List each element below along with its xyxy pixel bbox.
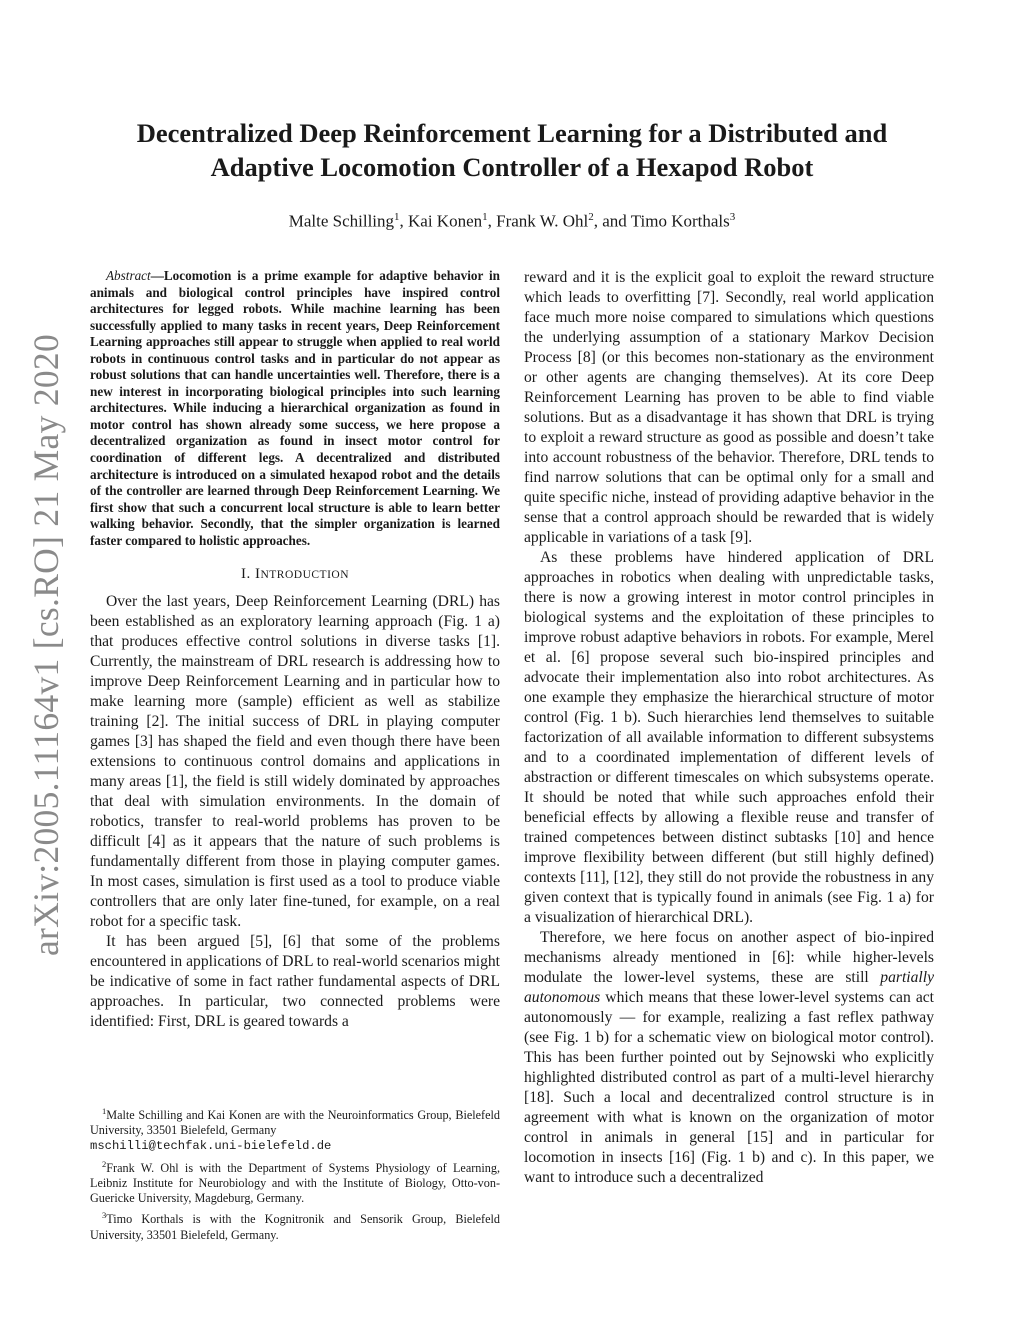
emphasis-text: partially autonomous — [524, 969, 934, 1006]
author-affiliation: 1 — [394, 211, 400, 223]
right-paragraph-1: reward and it is the explicit goal to exploit the reward structure which leads to overfitting [7]. Secondly, real world application face much more noise compared to simulations which questions the underlying assumption of a stationary Markov Decision Process [8] (or this becomes non-stationary as the environment or other agents are changing themselves). At its core Deep Reinforcement Learning has proven to be able to find viable solutions. But as a disadvantage it has shown that DRL is trying to exploit a reward structure as good as possible and doesn’t take into account robustness of the behavior. Therefore, DRL tends to find narrow solutions that can be optimal only for a small and quite specific niche, instead of providing adaptive behavior in the sense that a control approach should be rewarded that is widely applicable in variations of a task [9]. — [524, 269, 934, 546]
author-name: Malte Schilling — [288, 211, 395, 231]
abstract-text: Locomotion is a prime example for adaptive behavior in animals and biological control principles have inspired control architectures for legged robots. While machine learning has been successfully applied to many tasks in recent years, Deep Reinforcement Learning approaches still appear to struggle when applied to real world robots in continuous control tasks and in particular do not appear as robust solutions that can handle uncertainties well. Therefore, there is a new interest in incorporating biological principles into such learning architectures. While inducing a hierarchical organization as found in motor control has shown already some success, we here propose a decentralized organization as found in insect motor control for coordination of different legs. A decentralized and distributed architecture is introduced on a simulated hexapod robot and the details of the controller are learned through Deep Reinforcement Learning. We first show that such a concurrent local structure is able to learn better walking behavior. Secondly, that the simpler organization is learned faster compared to holistic approaches. — [90, 268, 500, 548]
author-name: Timo Korthals — [630, 211, 730, 231]
left-column — [90, 268, 500, 1032]
footnote-1: $^1$Malte Schilling and Kai Konen are with the Neuroinformatics Group, Bielefeld University, 33501 Bielefeld, Germany mschilli@techfak.uni-bielefeld.de — [90, 1106, 500, 1154]
right-paragraph-2: As these problems have hindered application of DRL approaches in robotics when dealing with unpredictable tasks, there is now a growing interest in motor control principles in biological systems and the exploitation of these principles to improve robust adaptive behaviors in robots. For example, Merel et al. [6] propose several such bio-inspired principles and advocate their implementation also into robot architectures. As one example they emphasize the hierarchical structure of motor control (Fig. 1 b). Such hierarchies lend themselves to suitable factorization of all available information to different subsystems and to a coordinated implementation of different levels of abstraction or different timescales on which subsystems operate. It should be noted that while such approaches enfold their beneficial effects by allowing a flexible reuse and transfer of trained competences between distinct subtasks [10] and hence improve flexibility between different (but still highly defined) contexts [11], [12], they still do not provide the robustness in any given context that is typically found in animals (see Fig. 1 a) for a visualization of hierarchical DRL). — [524, 549, 934, 926]
arxiv-identifier-stamp — [24, 333, 68, 957]
footnote-3: $^3$Timo Korthals is with the Kognitronik and Sensorik Group, Bielefeld University, 33501 Bielefeld, Germany. — [90, 1210, 500, 1242]
author-affiliation: 1 — [482, 211, 488, 223]
author-affiliation: 2 — [588, 211, 594, 223]
arxiv-id: arXiv:2005.11164v1 [cs.RO] 21 May 2020 — [26, 333, 66, 957]
author-affiliation: 3 — [729, 211, 736, 223]
title-line-1: Decentralized Deep Reinforcement Learning for a Distributed and — [136, 118, 888, 148]
author-email-link[interactable]: mschilli@techfak.uni-bielefeld.de — [90, 1139, 332, 1154]
right-paragraph-3: Therefore, we here focus on another aspect of bio-inpired mechanisms already mentioned in [6]: while higher-levels modulate the lower-level systems, these are still partially autonomous which means that these lower-level systems can act autonomously — for example, realizing a fast reflex pathway (see Fig. 1 b) for a schematic view on biological motor control). This has been further pointed out by Sejnowski who explicitly highlighted distributed control as part of a multi-level hierarchy [18]. Such a local and decentralized control structure is in agreement with what is known on the organization of motor control in animals in general [15] and in particular for locomotion in insects [16] (Fig. 1 b) and c). In this paper, we want to introduce such a decentralized — [524, 929, 934, 1186]
author-name: Frank W. Ohl — [496, 211, 589, 231]
paper-title — [100, 116, 924, 184]
author-list: Malte Schilling$^1$, Kai Konen$^1$, Frank W. Ohl$^2$, and Timo Korthals$^3$ — [288, 211, 736, 231]
footnote-2: $^2$Frank W. Ohl is with the Department of Systems Physiology of Learning, Leibniz Institute for Neurobiology and with the Institute of Biology, Otto-von-Guericke University, Magdeburg, Germany. — [90, 1158, 500, 1206]
section-number: I. — [240, 566, 251, 583]
right-column — [524, 268, 934, 1188]
intro-paragraph-1: Over the last years, Deep Reinforcement Learning (DRL) has been established as an exploratory learning approach (Fig. 1 a) that produces effective control solutions in diverse tasks [1]. Currently, the mainstream of DRL research is addressing how to improve Deep Reinforcement Learning and in particular how to make learning more (sample) efficient as well as stabilize training [2]. The initial success of DRL in playing computer games [3] has shaped the field and even though there have been extensions to continuous control domains and applications in many areas [1], the field is still widely dominated by approaches that deal with simulation environments. In the domain of robotics, transfer to real-world problems has proven to be difficult [4] as it appears that the nature of such problems is fundamentally different from those in playing computer games. In most cases, simulation is first used as a tool to produce viable controllers that are only later fine-tuned, for example, on a real robot for a specific task. — [90, 593, 500, 931]
abstract-label: Abstract — [106, 268, 151, 283]
footnotes — [90, 1104, 500, 1245]
author-name: Kai Konen — [408, 211, 483, 231]
title-line-2: Adaptive Locomotion Controller of a Hexapod Robot — [210, 152, 814, 182]
section-heading-introduction: I. INTRODUCTION — [240, 566, 350, 583]
intro-paragraph-2: It has been argued [5], [6] that some of the problems encountered in applications of DRL to real-world scenarios might be indicative of some in fact rather fundamental aspects of DRL approaches. In particular, two connected problems were identified: First, DRL is geared towards a — [90, 933, 500, 1031]
abstract: Abstract—Locomotion is a prime example for adaptive behavior in animals and biological control principles have inspired control architectures for legged robots. While machine learning has been successfully applied to many tasks in recent years, Deep Reinforcement Learning approaches still appear to struggle when applied to real world robots in continuous control tasks and in particular do not appear as robust solutions that can handle uncertainties well. Therefore, there is a new interest in incorporating biological principles into such learning architectures. While inducing a hierarchical organization as found in motor control has shown already some success, we here propose a decentralized organization as found in insect motor control for coordination of different legs. A decentralized and distributed architecture is introduced on a simulated hexapod robot and the details of the controller are learned through Deep Reinforcement Learning. We first show that such a concurrent local structure is able to learn better walking behavior. Secondly, that the simpler organization is learned faster compared to holistic approaches. — [90, 268, 500, 548]
